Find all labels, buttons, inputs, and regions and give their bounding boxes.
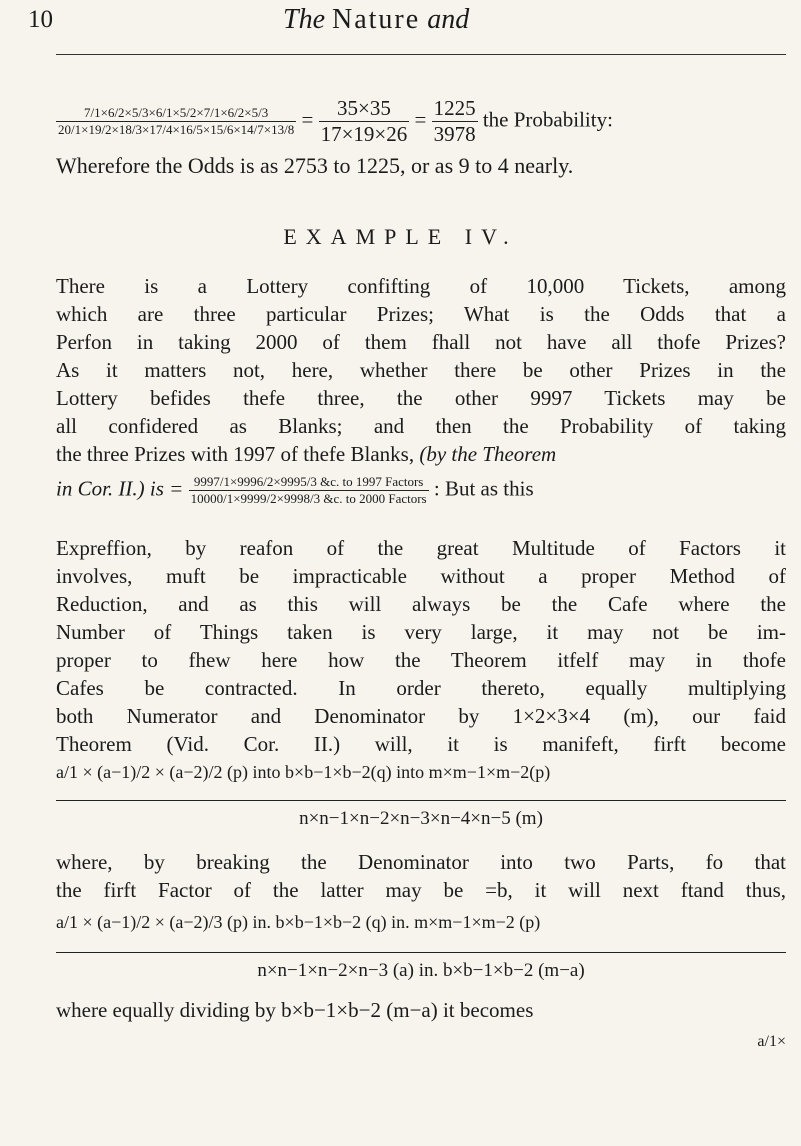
- text-line: There is a Lottery confifting of 10,000 Tickets, among: [56, 274, 786, 298]
- formula-tail: : But as this: [433, 476, 534, 501]
- formula-theorem: [56, 474, 786, 507]
- middle-denominator: 17×19×26: [320, 122, 408, 146]
- text-line: Number of Things taken is very large, it may not be im-: [56, 620, 786, 644]
- formula-numerator-4: a/1 × (a−1)/2 × (a−2)/3 (p) in. b×b−1×b−2 (q) in. m×m−1×m−2 (p): [56, 912, 541, 932]
- text-line: Theorem (Vid. Cor. II.) will, it is manifeft, firft become: [56, 732, 786, 756]
- text-line: Lottery befides thefe three, the other 9997 Tickets may be: [56, 386, 786, 410]
- fraction-rule: [56, 952, 786, 953]
- formula-lead: in Cor. II.) is =: [56, 476, 184, 501]
- text-line: all confidered as Blanks; and then the Probability of taking: [56, 414, 786, 438]
- header-rule: [56, 54, 786, 55]
- result-numerator: 1225: [433, 96, 476, 120]
- text-line: Cafes be contracted. In order thereto, equally multiplying: [56, 676, 786, 700]
- text-line: the firft Factor of the latter may be =b, it will next ftand thus,: [56, 878, 786, 902]
- text-line: As it matters not, here, whether there be other Prizes in the: [56, 358, 786, 382]
- fraction-result: [432, 96, 478, 147]
- formula-numerator-3: a/1 × (a−1)/2 × (a−2)/2 (p) into b×b−1×b−2(q) into m×m−1×m−2(p): [56, 762, 551, 782]
- title-nature: Nature: [332, 4, 421, 35]
- title-and: and: [427, 4, 470, 35]
- formula-denominator-3: n×n−1×n−2×n−3×n−4×n−5 (m): [299, 808, 543, 829]
- fraction-denominator: 20/1×19/2×18/3×17/4×16/5×15/6×14/7×13/8: [58, 122, 295, 137]
- equals-sign: =: [301, 107, 314, 132]
- equals-sign: =: [414, 107, 427, 132]
- text-line: Perfon in taking 2000 of them fhall not have all thofe Prizes?: [56, 330, 786, 354]
- example-heading: EXAMPLE IV.: [283, 224, 518, 249]
- odds-line: Wherefore the Odds is as 2753 to 1225, or as 9 to 4 nearly.: [56, 153, 574, 178]
- text-line: Expreffion, by reafon of the great Multitude of Factors it: [56, 536, 786, 560]
- text-line: which are three particular Prizes; What is the Odds that a: [56, 302, 786, 326]
- formula-denominator-4: n×n−1×n−2×n−3 (a) in. b×b−1×b−2 (m−a): [257, 960, 585, 981]
- running-header: [0, 6, 801, 46]
- running-title: [283, 4, 469, 36]
- text-line: proper to fhew here how the Theorem itfelf may in thofe: [56, 648, 786, 672]
- fraction-factors: [56, 105, 296, 138]
- text-line: Reduction, and as this will always be the Cafe where the: [56, 592, 786, 616]
- text-line: where equally dividing by b×b−1×b−2 (m−a) it becomes: [56, 998, 534, 1022]
- probability-label: the Probability:: [482, 107, 613, 132]
- result-denominator: 3978: [433, 122, 476, 146]
- text-line: where, by breaking the Denominator into two Parts, fo that: [56, 850, 786, 874]
- fraction-rule: [56, 800, 786, 801]
- text-segment: the three Prizes with 1997 of thefe Blanks,: [56, 442, 415, 466]
- fraction-theorem: [189, 474, 429, 507]
- formula-probability: [56, 96, 786, 147]
- page-number: 10: [28, 6, 53, 33]
- theorem-numerator: 9997/1×9996/2×9995/3 &c. to 1997 Factors: [189, 474, 429, 491]
- title-the: The: [283, 4, 325, 35]
- text-line: both Numerator and Denominator by 1×2×3×4 (m), our faid: [56, 704, 786, 728]
- middle-numerator: 35×35: [319, 96, 410, 122]
- fraction-middle: [319, 96, 410, 147]
- italic-segment: (by the Theorem: [419, 442, 557, 466]
- theorem-denominator: 10000/1×9999/2×9998/3 &c. to 2000 Factors: [190, 491, 427, 506]
- text-line: [56, 440, 786, 468]
- catchword: a/1×: [757, 1033, 786, 1050]
- text-line: involves, muft be impracticable without a proper Method of: [56, 564, 786, 588]
- fraction-numerator: 7/1×6/2×5/3×6/1×5/2×7/1×6/2×5/3: [56, 105, 296, 122]
